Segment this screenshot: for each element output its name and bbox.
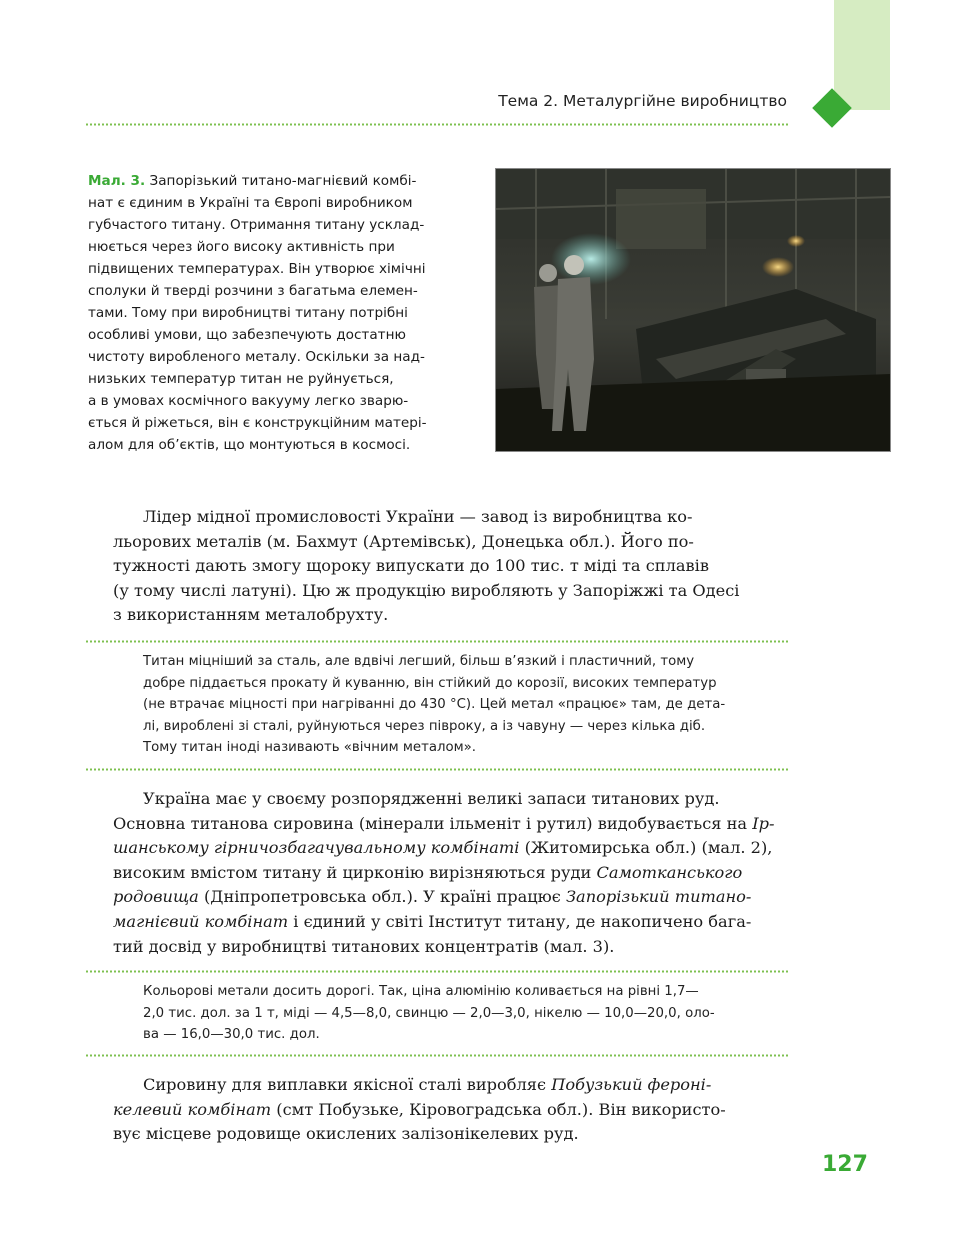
caption-line: ється й ріжеться, він є конструкційним матері- xyxy=(88,415,427,431)
italic-term: Самотканського xyxy=(596,862,743,882)
italic-term: Побузький фероні- xyxy=(551,1075,712,1094)
header-divider xyxy=(85,123,788,126)
caption-line: нюється через його високу активність при xyxy=(88,239,395,255)
caption-line: низьких температур титан не руйнується, xyxy=(88,371,394,387)
text-span: Основна титанова сировина (мінерали ільменіт і рутил) видобувається на xyxy=(113,813,753,833)
caption-line: підвищених температурах. Він утворює хімічні xyxy=(88,261,426,277)
italic-term: шанському гірничозбагачувальному комбінаті xyxy=(113,838,520,858)
text-line: тужності дають змогу щороку випускати до 100 тис. т міді та сплавів xyxy=(113,556,709,576)
note-divider-bottom xyxy=(85,768,788,771)
italic-term: родовища xyxy=(113,887,199,907)
italic-term: магнієвий комбінат xyxy=(113,911,289,931)
note-line: Тому титан іноді називають «вічним металом». xyxy=(143,740,477,755)
text-line: з використанням металобрухту. xyxy=(113,605,389,625)
text-line: тий досвід у виробництві титанових концентратів (мал. 3). xyxy=(113,936,615,956)
note-line: ва — 16,0—30,0 тис. дол. xyxy=(143,1027,320,1042)
note-line: лі, вироблені зі сталі, руйнуються через півроку, а із чавуну — через кілька діб. xyxy=(143,718,706,734)
page-number: 127 xyxy=(822,1152,868,1177)
note-line: 2,0 тис. дол. за 1 т, міді — 4,5—8,0, свинцю — 2,0—3,0, нікелю — 10,0—20,0, оло- xyxy=(143,1005,715,1021)
text-span: і єдиний у світі Інститут титану, де накопичено бага- xyxy=(288,911,752,931)
text-span: (Дніпропетровська обл.). У країні працює xyxy=(198,887,566,907)
caption-line: сполуки й тверді розчини з багатьма елемен- xyxy=(88,283,418,299)
factory-photo xyxy=(495,168,891,452)
text-line: вує місцеве родовище окислених залізонікелевих руд. xyxy=(113,1124,579,1144)
italic-term: Запорізький титано- xyxy=(565,887,752,907)
text-line: Лідер мідної промисловості України — завод із виробництва ко- xyxy=(143,507,693,526)
italic-term: келевий комбінат xyxy=(113,1099,272,1119)
note-divider-top xyxy=(85,640,788,643)
paragraph-ferronickel xyxy=(113,1073,788,1147)
text-span: високим вмістом титану й цирконію вирізняються руди xyxy=(113,862,597,882)
text-line: (у тому числі латуні). Цю ж продукцію виробляють у Запоріжжі та Одесі xyxy=(113,580,740,600)
page-corner-tab xyxy=(834,0,890,110)
caption-line: чистоту виробленого металу. Оскільки за над- xyxy=(88,349,425,365)
text-span: (Житомирська обл.) (мал. 2), xyxy=(519,838,773,858)
figure-label: Мал. 3. xyxy=(88,173,146,189)
caption-line: а в умовах космічного вакууму легко зварю- xyxy=(88,393,409,409)
caption-line: Запорізький титано-магнієвий комбі- xyxy=(145,173,417,189)
note-line: Титан міцніший за сталь, але вдвічі легший, більш в’язкий і пластичний, тому xyxy=(143,654,695,669)
running-header: Тема 2. Металургійне виробництво xyxy=(498,92,787,110)
note2-divider-bottom xyxy=(85,1054,788,1057)
worker-figure-right xyxy=(552,255,594,431)
note-line: Кольорові метали досить дорогі. Так, ціна алюмінію коливається на рівні 1,7— xyxy=(143,984,699,999)
note2-divider-top xyxy=(85,970,788,973)
figure-caption xyxy=(88,170,463,456)
caption-line: губчастого титану. Отримання титану усклад- xyxy=(88,217,425,233)
caption-line: нат є єдиним в Україні та Європі виробником xyxy=(88,195,413,211)
note-line: добре піддається прокату й куванню, він стійкий до корозії, високих температур xyxy=(143,675,717,691)
caption-line: тами. Тому при виробництві титану потрібні xyxy=(88,305,408,321)
note-titanium xyxy=(143,651,788,759)
italic-term: Ір- xyxy=(752,813,775,833)
note-prices xyxy=(143,981,788,1046)
text-span: (смт Побузьке, Кіровоградська обл.). Він використо- xyxy=(271,1099,726,1119)
paragraph-copper xyxy=(113,505,788,628)
paragraph-titanium-ores xyxy=(113,787,788,959)
text-line: льорових металів (м. Бахмут (Артемівськ), Донецька обл.). Його по- xyxy=(113,531,694,551)
caption-line: особливі умови, що забезпечують достатню xyxy=(88,327,406,343)
text-span: Сировину для виплавки якісної сталі виробляє xyxy=(143,1075,552,1094)
caption-line: алом для об’єктів, що монтуються в космосі. xyxy=(88,437,411,453)
text-line: Україна має у своєму розпорядженні великі запаси титанових руд. xyxy=(143,789,720,808)
note-line: (не втрачає міцності при нагріванні до 430 °C). Цей метал «працює» там, де дета- xyxy=(143,697,726,712)
